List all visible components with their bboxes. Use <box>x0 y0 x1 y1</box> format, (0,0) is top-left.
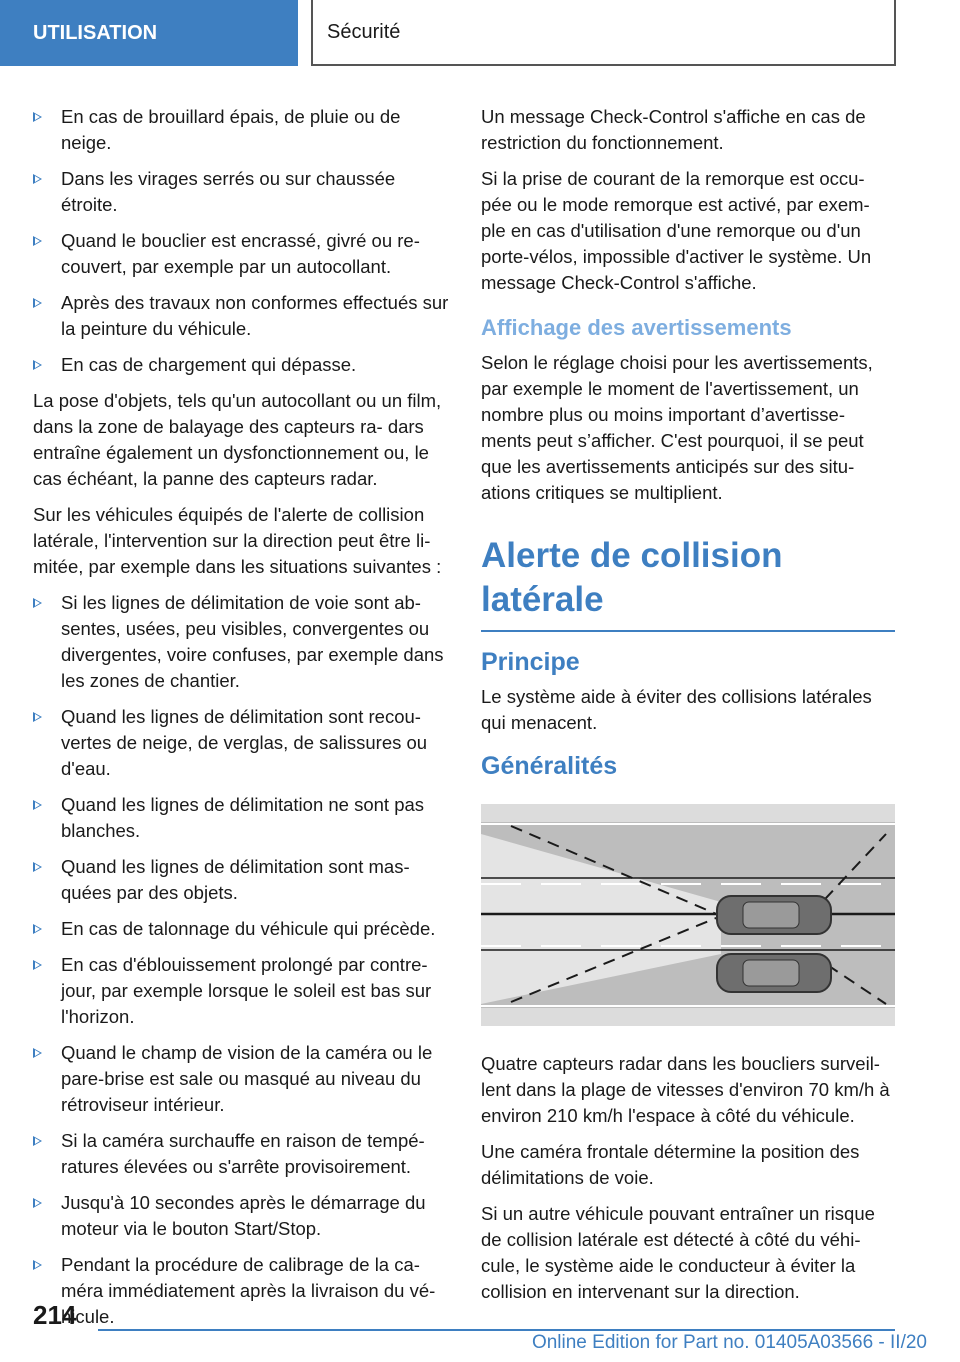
list-item: Si les lignes de délimitation de voie sont ab- sentes, usées, peu visibles, convergentes ou divergentes, voire confuses, par exemple dans les zones de chantier. <box>33 590 453 694</box>
triangle-bullet-icon <box>33 174 42 184</box>
triangle-bullet-icon <box>33 298 42 308</box>
triangle-bullet-icon <box>33 236 42 246</box>
list-item: En cas d'éblouissement prolongé par contre- jour, par exemple lorsque le soleil est bas sur l'horizon. <box>33 952 453 1030</box>
list-item: En cas de talonnage du véhicule qui précède. <box>33 916 453 942</box>
left-column <box>33 104 453 1340</box>
chapter-title: Sécurité <box>327 20 401 43</box>
triangle-bullet-icon <box>33 712 42 722</box>
paragraph: La pose d'objets, tels qu'un autocollant ou un film, dans la zone de balayage des capteurs ra- dars entraîne également un dysfonctionnement ou, le cas échéant, la panne des capteurs radar. <box>33 390 442 489</box>
list-item: Si la caméra surchauffe en raison de tempé- ratures élevées ou s'arrête provisoirement. <box>33 1128 453 1180</box>
triangle-bullet-icon <box>33 360 42 370</box>
heading-generalites: Généralités <box>481 752 618 780</box>
footer-divider <box>98 1329 895 1331</box>
section-tab <box>0 0 298 66</box>
paragraph: Une caméra frontale détermine la position des délimitations de voie. <box>481 1141 860 1188</box>
section-heading: Alerte de collision latérale <box>481 534 895 632</box>
paragraph: Un message Check-Control s'affiche en cas de restriction du fonctionnement. <box>481 106 866 153</box>
list-item: En cas de chargement qui dépasse. <box>33 352 453 378</box>
list-item: Quand le bouclier est encrassé, givré ou re- couvert, par exemple par un autocollant. <box>33 228 453 280</box>
triangle-bullet-icon <box>33 1260 42 1270</box>
paragraph: Si un autre véhicule pouvant entraîner un risque de collision latérale est détecté à côté du véhi- cule, le système aide le conducteur à éviter la collision en intervenant sur la direction. <box>481 1203 875 1302</box>
triangle-bullet-icon <box>33 112 42 122</box>
page-number: 214 <box>33 1300 77 1330</box>
triangle-bullet-icon <box>33 960 42 970</box>
right-column <box>481 104 895 1315</box>
paragraph: Si la prise de courant de la remorque est occu- pée ou le mode remorque est activé, par exem- ple en cas d'utilisation d'une remorque ou d'un porte-vélos, impossible d'activer le système. Un message Check-Control s'affiche. <box>481 168 872 293</box>
list-item: Jusqu'à 10 secondes après le démarrage du moteur via le bouton Start/Stop. <box>33 1190 453 1242</box>
paragraph: Quatre capteurs radar dans les boucliers surveil- lent dans la plage de vitesses d'environ 70 km/h à environ 210 km/h l'espace à côté du véhicule. <box>481 1053 890 1126</box>
list-item: Dans les virages serrés ou sur chaussée étroite. <box>33 166 453 218</box>
list-item: Quand le champ de vision de la caméra ou le pare-brise est sale ou masqué au niveau du rétroviseur intérieur. <box>33 1040 453 1118</box>
subheading-warnings: Affichage des avertissements <box>481 315 792 340</box>
list-item: Quand les lignes de délimitation sont mas- quées par des objets. <box>33 854 453 906</box>
list-item: Quand les lignes de délimitation ne sont pas blanches. <box>33 792 453 844</box>
list-item: Après des travaux non conformes effectués sur la peinture du véhicule. <box>33 290 453 342</box>
car-upper <box>717 896 831 934</box>
list-item: Quand les lignes de délimitation sont recou- vertes de neige, de verglas, de salissures ou d'eau. <box>33 704 453 782</box>
triangle-bullet-icon <box>33 1136 42 1146</box>
edition-text: Online Edition for Part no. 01405A03566 - II/20 <box>531 1332 927 1353</box>
triangle-bullet-icon <box>33 1048 42 1058</box>
side-collision-illustration <box>481 804 895 1026</box>
paragraph: Sur les véhicules équipés de l'alerte de collision latérale, l'intervention sur la direction peut être li- mitée, par exemple dans les situations suivantes : <box>33 504 442 577</box>
triangle-bullet-icon <box>33 1198 42 1208</box>
triangle-bullet-icon <box>33 800 42 810</box>
list-item: Pendant la procédure de calibrage de la ca- méra immédiatement après la livraison du vé- hicule. <box>33 1252 453 1330</box>
triangle-bullet-icon <box>33 598 42 608</box>
chapter-header <box>311 0 896 66</box>
triangle-bullet-icon <box>33 924 42 934</box>
paragraph: Selon le réglage choisi pour les avertissements, par exemple le moment de l'avertissement, un nombre plus ou moins important d’avertisse- ments peut s’afficher. C'est pourquoi, il se peut que les avertissements anticipés sur des situ- ations critiques se multiplient. <box>481 352 873 503</box>
paragraph: Le système aide à éviter des collisions latérales qui menacent. <box>481 686 872 733</box>
section-title: UTILISATION <box>33 21 158 44</box>
triangle-bullet-icon <box>33 862 42 872</box>
car-lower <box>717 954 831 992</box>
list-item: En cas de brouillard épais, de pluie ou de neige. <box>33 104 453 156</box>
heading-principe: Principe <box>481 648 580 676</box>
